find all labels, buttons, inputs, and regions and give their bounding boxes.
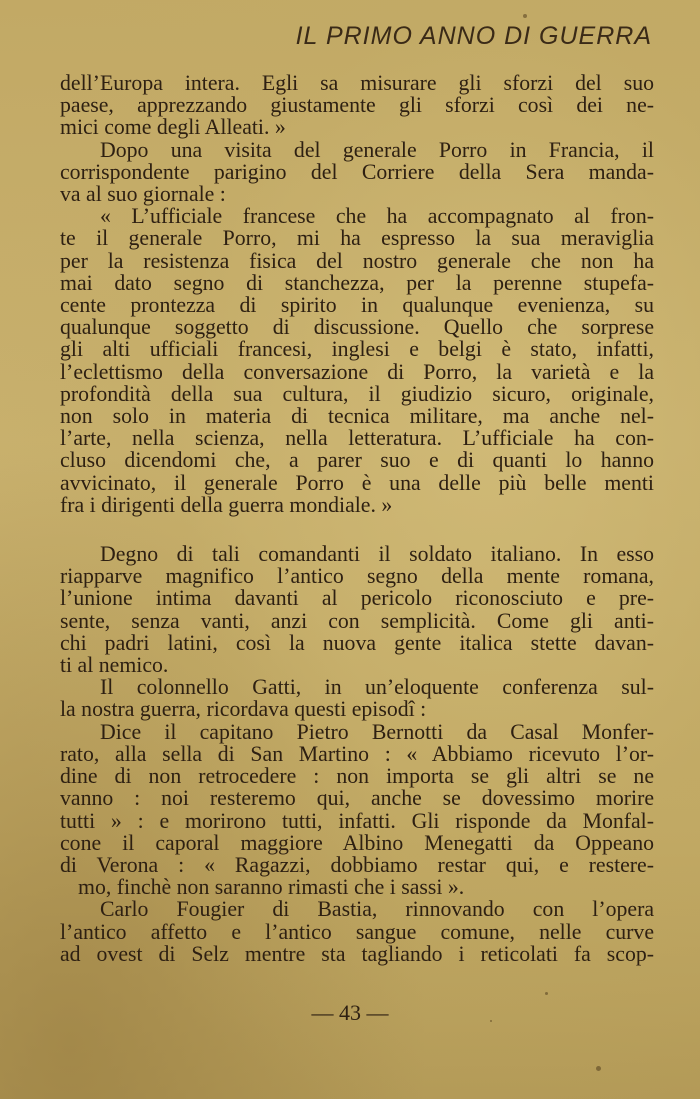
text-line: tutti » : e morirono tutti, infatti. Gli risponde da Monfal- — [60, 808, 654, 833]
text-line: la nostra guerra, ricordava questi episodî : — [60, 697, 427, 722]
paper-speck — [596, 1066, 601, 1071]
text-line: te il generale Porro, mi ha espresso la sua meraviglia — [60, 226, 654, 251]
text-line: dine di non retrocedere : non importa se gli altri se ne — [60, 764, 654, 789]
text-line: l’antico affetto e l’antico sangue comune, nelle curve — [60, 919, 654, 944]
text-line: mai dato segno di stanchezza, per la perenne stupefa- — [60, 270, 654, 295]
text-line: cluso dicendomi che, a parer suo e di quanti lo hanno — [60, 448, 654, 473]
text-line: dell’Europa intera. Egli sa misurare gli sforzi del suo — [60, 71, 654, 95]
text-line: fra i dirigenti della guerra mondiale. » — [60, 492, 393, 517]
text-line: paese, apprezzando giustamente gli sforzi così dei ne- — [60, 93, 654, 118]
text-line: rato, alla sella di San Martino : « Abbiamo ricevuto l’or- — [60, 741, 654, 766]
text-line: chi padri latini, così la nuova gente italica stette davan- — [60, 630, 654, 655]
text-line: per la resistenza fisica del nostro generale che non ha — [60, 248, 654, 273]
text-line: Dice il capitano Pietro Bernotti da Casal Monfer- — [100, 719, 654, 744]
text-line: qualunque soggetto di discussione. Quello che sorprese — [60, 315, 654, 340]
text-line: mo, finchè non saranno rimasti che i sassi ». — [78, 875, 465, 900]
page-number: — 43 — — [311, 1000, 389, 1025]
paper-speck — [490, 1020, 492, 1022]
text-line: Degno di tali comandanti il soldato italiano. In esso — [100, 542, 654, 567]
text-line: riapparve magnifico l’antico segno della mente romana, — [60, 564, 654, 589]
text-line: corrispondente parigino del Corriere della Sera manda- — [60, 159, 654, 184]
text-line: gli alti ufficiali francesi, inglesi e belgi è stato, infatti, — [60, 337, 654, 362]
text-line: di Verona : « Ragazzi, dobbiamo restar qui, e restere- — [60, 852, 654, 877]
paper-speck — [545, 992, 548, 995]
text-line: cone il caporal maggiore Albino Menegatti da Oppeano — [60, 830, 654, 855]
text-line: Carlo Fougier di Bastia, rinnovando con l’opera — [100, 897, 654, 922]
text-line: non solo in materia di tecnica militare, ma anche nel- — [60, 404, 654, 429]
paper-speck — [523, 14, 527, 18]
text-line: ad ovest di Selz mentre sta tagliando i reticolati fa scop- — [60, 941, 654, 966]
text-line: profondità della sua cultura, il giudizio sicuro, originale, — [60, 381, 654, 406]
text-line: Il colonnello Gatti, in un’eloquente conferenza sul- — [100, 675, 654, 700]
text-line: Dopo una visita del generale Porro in Francia, il — [100, 137, 654, 162]
text-line: ti al nemico. — [60, 653, 169, 678]
text-line: mici come degli Alleati. » — [60, 115, 286, 140]
text-line: vanno : noi resteremo qui, anche se dovessimo morire — [60, 786, 654, 811]
text-line: l’eclettismo della conversazione di Porro, la varietà e la — [60, 359, 654, 384]
text-line: l’unione intima davanti al pericolo riconosciuto e pre- — [60, 586, 654, 611]
text-line: va al suo giornale : — [60, 182, 226, 207]
running-head-title: IL PRIMO ANNO DI GUERRA — [295, 22, 652, 50]
paragraph-gap — [60, 516, 654, 543]
text-line: sente, senza vanti, anzi con semplicità. Come gli anti- — [60, 608, 654, 633]
text-line: cente prontezza di spirito in qualunque evenienza, su — [60, 293, 654, 318]
text-line: l’arte, nella scienza, nella letteratura. L’ufficiale ha con- — [60, 426, 654, 451]
text-line: avvicinato, il generale Porro è una delle più belle menti — [60, 470, 654, 495]
body-text — [60, 72, 654, 965]
text-line: « L’ufficiale francese che ha accompagnato al fron- — [100, 204, 654, 229]
